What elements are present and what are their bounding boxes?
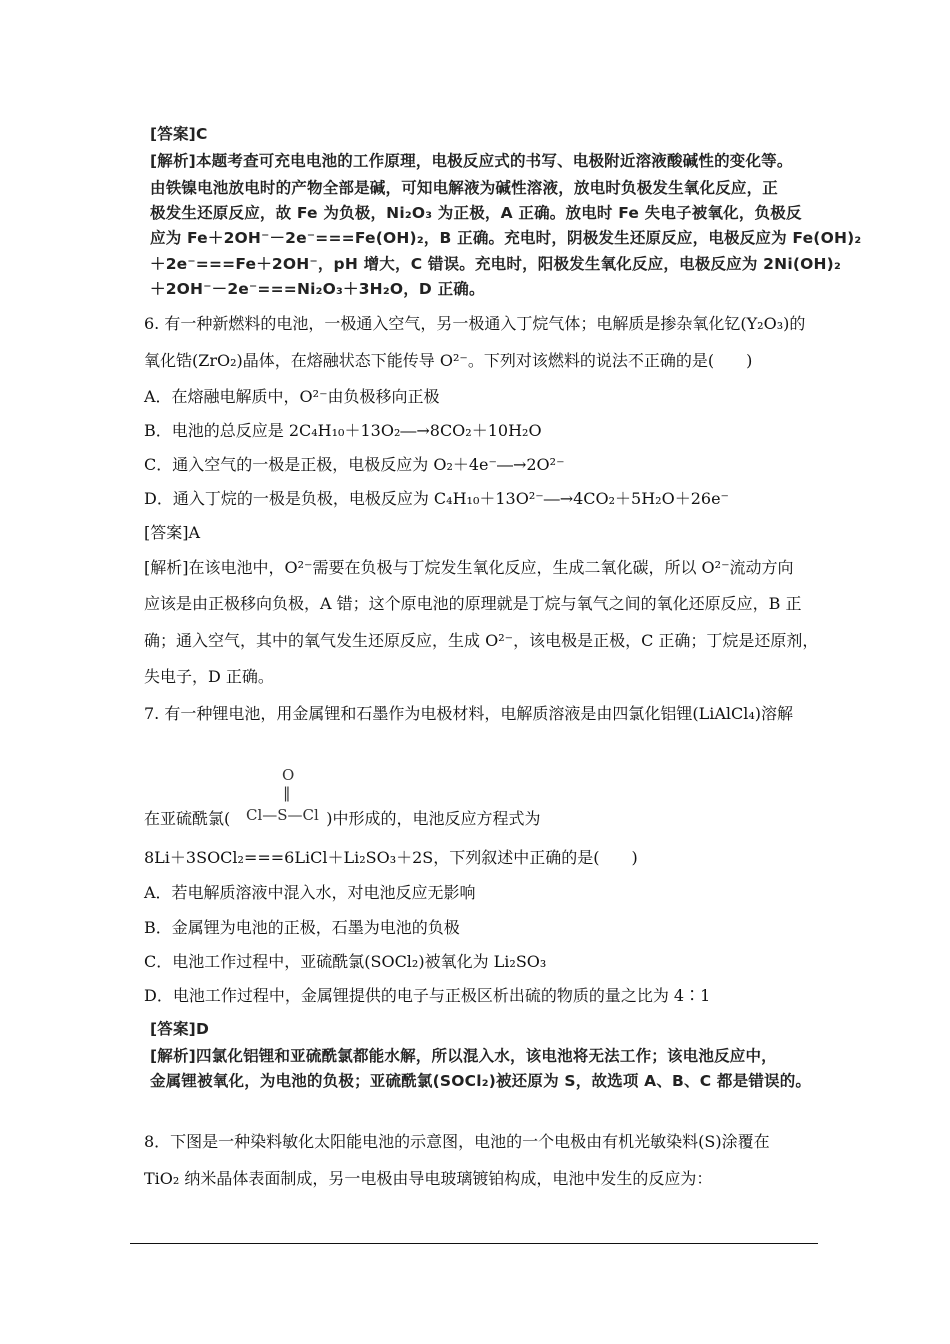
footer-rule [130, 1243, 818, 1244]
reaction-equation: 8Li＋3SOCl₂===6LiCl＋Li₂SO₃＋2S，下列叙述中正确的是( ) [144, 848, 638, 867]
analysis-line: 由铁镍电池放电时的产物全部是碱，可知电解液为碱性溶液，放电时负极发生氧化反应，正 [150, 179, 779, 197]
analysis-line: [解析]本题考查可充电电池的工作原理，电极反应式的书写、电极附近溶液酸碱性的变化等。 [150, 152, 793, 170]
option-b: B．电池的总反应是 2C₄H₁₀＋13O₂―→8CO₂＋10H₂O [144, 421, 542, 440]
option-b: B．金属锂为电池的正极，石墨为电池的负极 [144, 918, 460, 937]
question-8-stem: 8．下图是一种染料敏化太阳能电池的示意图，电池的一个电极由有机光敏染料(S)涂覆在 [144, 1132, 770, 1151]
stem-text: 在亚硫酰氯( [144, 809, 231, 828]
answer-label: [答案]D [150, 1020, 210, 1038]
option-a: A．在熔融电解质中，O²⁻由负极移向正极 [144, 387, 440, 406]
option-d: D．电池工作过程中，金属锂提供的电子与正极区析出硫的物质的量之比为 4∶1 [144, 986, 711, 1005]
oxygen-atom: O [282, 766, 295, 784]
question-7-stem: 7. 有一种锂电池，用金属锂和石墨作为电极材料，电解质溶液是由四氯化铝锂(LiAlCl₄)溶解 [144, 704, 794, 723]
cl-s-cl-chain: Cl—S—Cl [246, 806, 319, 824]
question-6-stem: 6. 有一种新燃料的电池，一极通入空气，另一极通入丁烷气体；电解质是掺杂氧化钇(Y₂O₃)的 [144, 314, 806, 333]
question-8-stem: TiO₂ 纳米晶体表面制成，另一电极由导电玻璃镀铂构成，电池中发生的反应为： [144, 1169, 713, 1188]
analysis-line: ＋2e⁻===Fe＋2OH⁻，pH 增大，C 错误。充电时，阳极发生氧化反应，电极反应为 2Ni(OH)₂ [150, 255, 841, 273]
option-c: C．电池工作过程中，亚硫酰氯(SOCl₂)被氧化为 Li₂SO₃ [144, 952, 547, 971]
analysis-line: 极发生还原反应，故 Fe 为负极，Ni₂O₃ 为正极，A 正确。放电时 Fe 失电子被氧化，负极反 [150, 204, 802, 222]
option-c: C．通入空气的一极是正极，电极反应为 O₂＋4e⁻―→2O²⁻ [144, 455, 565, 474]
option-a: A．若电解质溶液中混入水，对电池反应无影响 [144, 883, 476, 902]
answer-label: [答案]C [150, 125, 208, 143]
analysis-line: 确；通入空气，其中的氧气发生还原反应，生成 O²⁻，该电极是正极，C 正确；丁烷是还原剂， [144, 631, 819, 650]
double-bond: ‖ [283, 784, 291, 802]
analysis-line: ＋2OH⁻－2e⁻===Ni₂O₃＋3H₂O，D 正确。 [150, 280, 485, 298]
analysis-line: 应为 Fe＋2OH⁻－2e⁻===Fe(OH)₂，B 正确。充电时，阴极发生还原反应，电极反应为 Fe(OH)₂ [150, 229, 862, 247]
answer-label: [答案]A [144, 523, 201, 542]
stem-text: )中形成的，电池反应方程式为 [326, 809, 541, 828]
analysis-line: 失电子，D 正确。 [144, 667, 274, 686]
analysis-line: 应该是由正极移向负极，A 错；这个原电池的原理就是丁烷与氧气之间的氧化还原反应，B 正 [144, 594, 802, 613]
analysis-line: 金属锂被氧化，为电池的负极；亚硫酰氯(SOCl₂)被还原为 S，故选项 A、B、C 都是错误的。 [150, 1072, 812, 1090]
question-7-stem [144, 809, 541, 829]
socl2-structure [246, 766, 336, 830]
analysis-line: [解析]在该电池中，O²⁻需要在负极与丁烷发生氧化反应，生成二氧化碳，所以 O²⁻流动方向 [144, 558, 794, 577]
analysis-line: [解析]四氯化铝锂和亚硫酰氯都能水解，所以混入水，该电池将无法工作；该电池反应中， [150, 1047, 777, 1065]
option-d: D．通入丁烷的一极是负极，电极反应为 C₄H₁₀＋13O²⁻―→4CO₂＋5H₂O＋26e⁻ [144, 489, 729, 508]
question-6-stem: 氧化锆(ZrO₂)晶体，在熔融状态下能传导 O²⁻。下列对该燃料的说法不正确的是( ) [144, 351, 753, 370]
